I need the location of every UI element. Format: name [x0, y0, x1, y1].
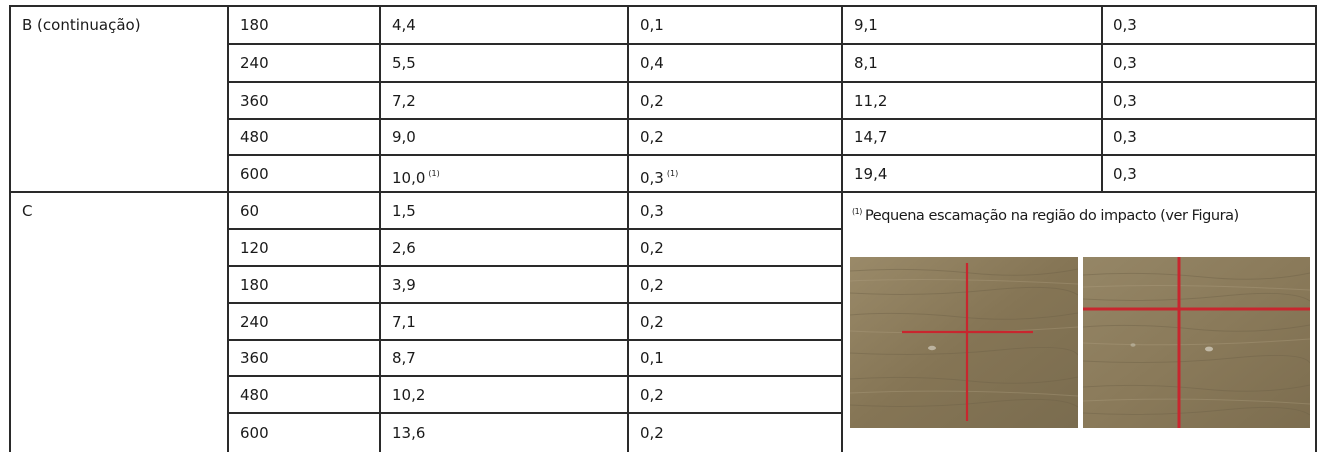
- table-cell: [1113, 91, 1137, 111]
- cell-value: 0,2: [640, 275, 664, 294]
- wood-panel-image: [850, 257, 1078, 428]
- rule: [227, 118, 1317, 120]
- table-cell: [640, 423, 664, 443]
- table-cell: [1113, 15, 1137, 35]
- cell-value: 480: [240, 128, 269, 146]
- cell-value: C: [22, 201, 33, 220]
- table-cell: [392, 127, 416, 147]
- footnote: [852, 207, 1239, 224]
- cell-value: 480: [240, 385, 269, 404]
- cell-value: 3,9: [392, 275, 416, 294]
- cell-value: 8,1: [854, 54, 878, 72]
- table-cell: [854, 15, 878, 35]
- cell-value: 0,2: [640, 424, 664, 442]
- cell-value: 7,1: [392, 312, 416, 331]
- cell-value: 60: [240, 201, 260, 220]
- cell-value: 240: [240, 312, 269, 331]
- cell-value: 5,5: [392, 54, 416, 72]
- table-cell: [1113, 164, 1137, 184]
- table-cell: [392, 164, 440, 188]
- table-cell: [640, 312, 664, 332]
- cell-value: 2,6: [392, 238, 416, 257]
- table-cell: [640, 91, 664, 111]
- table-cell: [240, 385, 269, 405]
- table-cell: [640, 348, 664, 368]
- table-cell: [640, 275, 664, 295]
- table-cell: [240, 91, 269, 111]
- group-label: [22, 201, 32, 221]
- table-cell: [392, 312, 416, 332]
- cell-value: 1,5: [392, 201, 416, 220]
- wood-panel-image: [1083, 257, 1310, 428]
- table-cell: [392, 348, 416, 368]
- rule: [841, 5, 843, 452]
- rule: [379, 5, 381, 452]
- cell-value: 180: [240, 275, 269, 294]
- rule: [9, 191, 1317, 193]
- table-cell: [240, 15, 269, 35]
- table-cell: [392, 423, 425, 443]
- cell-value: 0,1: [640, 349, 664, 367]
- cell-value: 10,2: [392, 385, 426, 404]
- footnote-text: Pequena escamação na região do impacto (ver Figura): [864, 208, 1239, 224]
- table-cell: [392, 275, 416, 295]
- cell-value: 0,2: [640, 238, 664, 257]
- rule: [227, 412, 841, 414]
- table-cell: [240, 348, 269, 368]
- table-cell: [854, 164, 887, 184]
- table-cell: [240, 238, 269, 258]
- rule: [227, 154, 1317, 156]
- table-cell: [640, 201, 664, 221]
- cell-value: 240: [240, 54, 269, 72]
- cell-value: 0,2: [640, 312, 664, 331]
- cell-value: 600: [240, 164, 269, 183]
- cell-value: 0,3: [1113, 16, 1137, 34]
- table-cell: [392, 53, 416, 73]
- cell-value: 0,3: [1113, 54, 1137, 72]
- table-cell: [240, 53, 269, 73]
- table-cell: [854, 53, 878, 73]
- rule: [9, 5, 1317, 7]
- footnote-ref: (1): [666, 168, 679, 178]
- cell-value: 360: [240, 349, 269, 367]
- cell-value: 13,6: [392, 424, 426, 442]
- footnote-marker: (1): [852, 207, 862, 216]
- table-cell: [640, 127, 664, 147]
- rule: [1101, 5, 1103, 193]
- rule: [9, 5, 11, 452]
- footnote-ref: (1): [428, 168, 440, 178]
- table-cell: [240, 312, 269, 332]
- table-cell: [640, 15, 664, 35]
- cell-value: 0,1: [640, 16, 664, 34]
- table-cell: [392, 238, 416, 258]
- rule: [227, 265, 841, 267]
- cell-value: 0,3: [1113, 128, 1137, 146]
- table-cell: [240, 423, 269, 443]
- table-cell: [240, 127, 269, 147]
- cell-value: 11,2: [854, 91, 888, 110]
- table-cell: [392, 91, 416, 111]
- impact-photo-right: [1083, 257, 1310, 428]
- table-cell: [240, 275, 269, 295]
- cell-value: 0,3: [640, 168, 664, 187]
- cell-value: B (continuação): [22, 16, 141, 34]
- cell-value: 8,7: [392, 349, 416, 367]
- table-cell: [640, 53, 664, 73]
- cell-value: 0,3: [1113, 91, 1137, 110]
- cell-value: 4,4: [392, 16, 416, 34]
- table-cell: [240, 201, 259, 221]
- table-cell: [240, 164, 269, 184]
- cell-value: 0,3: [1113, 164, 1137, 183]
- table-cell: [392, 385, 425, 405]
- rule: [1315, 5, 1317, 452]
- cell-value: 120: [240, 238, 269, 257]
- table-cell: [1113, 53, 1137, 73]
- cell-value: 14,7: [854, 128, 888, 146]
- rule: [227, 375, 841, 377]
- cell-value: 600: [240, 424, 269, 442]
- table-cell: [1113, 127, 1137, 147]
- table-cell: [640, 385, 664, 405]
- cell-value: 7,2: [392, 91, 416, 110]
- cell-value: 0,2: [640, 91, 664, 110]
- cell-value: 10,0: [392, 168, 426, 187]
- cell-value: 9,0: [392, 128, 416, 146]
- rule: [227, 5, 229, 452]
- cell-value: 180: [240, 16, 269, 34]
- cell-value: 19,4: [854, 164, 888, 183]
- group-label: [22, 15, 141, 35]
- cell-value: 0,4: [640, 54, 664, 72]
- cell-value: 0,2: [640, 128, 664, 146]
- table-cell: [640, 164, 678, 188]
- rule: [627, 5, 629, 452]
- table-cell: [640, 238, 664, 258]
- impact-photo-left: [850, 257, 1078, 428]
- rule: [227, 81, 1317, 83]
- rule: [227, 339, 841, 341]
- rule: [227, 43, 1317, 45]
- table-cell: [392, 15, 416, 35]
- table-cell: [854, 91, 887, 111]
- table-cell: [854, 127, 887, 147]
- rule: [227, 302, 841, 304]
- cell-value: 0,2: [640, 385, 664, 404]
- cell-value: 360: [240, 91, 269, 110]
- cell-value: 0,3: [640, 201, 664, 220]
- table-cell: [392, 201, 416, 221]
- rule: [227, 228, 841, 230]
- cell-value: 9,1: [854, 16, 878, 34]
